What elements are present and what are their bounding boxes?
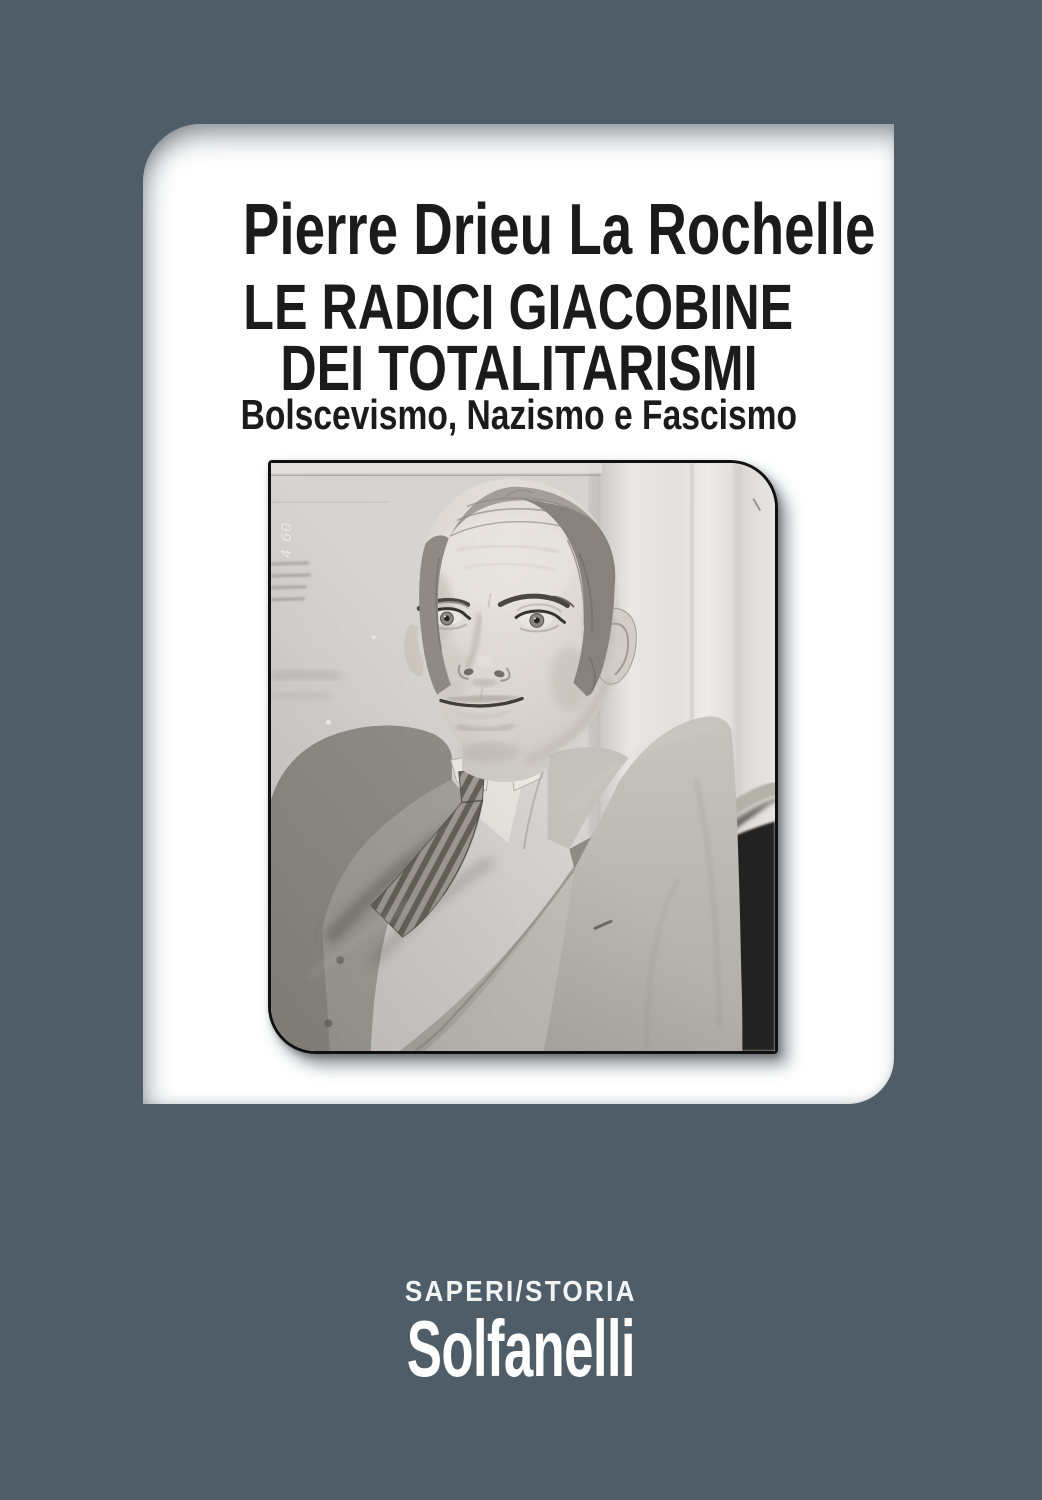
publisher-logo: Solfanelli <box>406 1304 636 1393</box>
portrait-illustration <box>271 463 775 1051</box>
title-line-1: LE RADICI GIACOBINE <box>243 271 794 343</box>
author-name-text: Pierre Drieu La Rochelle <box>242 190 876 270</box>
author-name <box>143 190 894 270</box>
series-label: SAPERI/STORIA <box>405 1276 637 1308</box>
title-line-2: DEI TOTALITARISMI <box>279 332 758 404</box>
portrait-photo <box>268 460 778 1054</box>
subtitle: Bolscevismo, Nazismo e Fascismo <box>240 391 797 438</box>
book-title <box>143 271 894 404</box>
photo-vignette <box>271 463 775 1051</box>
